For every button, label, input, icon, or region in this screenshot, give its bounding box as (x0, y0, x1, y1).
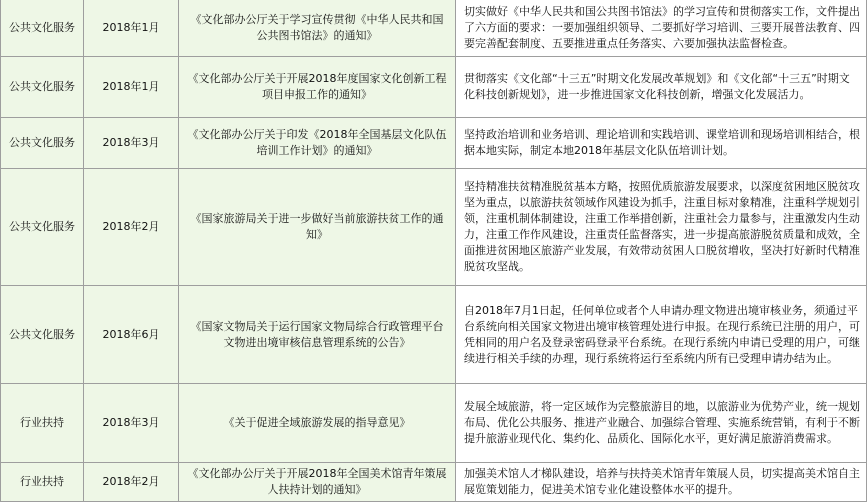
document-title-cell: 《文化部办公厅关于学习宣传贯彻《中华人民共和国公共图书馆法》的通知》 (179, 0, 456, 57)
content-cell: 坚持政治培训和业务培训、理论培训和实践培训、课堂培训和现场培训相结合，根据本地实际，制定本地2018年基层文化队伍培训计划。 (456, 118, 867, 169)
content-cell: 加强美术馆人才梯队建设，培养与扶持美术馆青年策展人员，切实提高美术馆自主展览策划能力，促进美术馆专业化建设整体水平的提升。 (456, 463, 867, 502)
document-title-cell: 《国家旅游局关于进一步做好当前旅游扶贫工作的通知》 (179, 169, 456, 286)
table-row (1, 463, 867, 502)
table-row (1, 384, 867, 463)
document-title-cell: 《国家文物局关于运行国家文物局综合行政管理平台文物进出境审核信息管理系统的公告》 (179, 286, 456, 384)
date-cell: 2018年1月 (84, 57, 179, 118)
content-cell: 贯彻落实《文化部“十三五”时期文化发展改革规划》和《文化部“十三五”时期文化科技创新规划》，进一步推进国家文化科技创新，增强文化发展活力。 (456, 57, 867, 118)
document-title-cell: 《文化部办公厅关于开展2018年全国美术馆青年策展人扶持计划的通知》 (179, 463, 456, 502)
date-cell: 2018年3月 (84, 384, 179, 463)
date-cell: 2018年1月 (84, 0, 179, 57)
category-cell: 公共文化服务 (1, 286, 84, 384)
content-cell: 发展全域旅游，将一定区域作为完整旅游目的地，以旅游业为优势产业，统一规划布局、优化公共服务、推进产业融合、加强综合管理、实施系统营销，有利于不断提升旅游业现代化、集约化、品质化、国际化水平，更好满足旅游消费需求。 (456, 384, 867, 463)
document-title-cell: 《文化部办公厅关于印发《2018年全国基层文化队伍培训工作计划》的通知》 (179, 118, 456, 169)
table-row (1, 169, 867, 286)
document-title-cell: 《关于促进全域旅游发展的指导意见》 (179, 384, 456, 463)
date-cell: 2018年6月 (84, 286, 179, 384)
category-cell: 公共文化服务 (1, 118, 84, 169)
date-cell: 2018年3月 (84, 118, 179, 169)
table-row (1, 286, 867, 384)
category-cell: 行业扶持 (1, 463, 84, 502)
category-cell: 公共文化服务 (1, 169, 84, 286)
content-cell: 自2018年7月1日起，任何单位或者个人申请办理文物进出境审核业务，须通过平台系统向相关国家文物进出境审核管理处进行申报。在现行系统已注册的用户，可凭相同的用户名及登录密码登录平台系统。在现行系统内申请已受理的用户，可继续进行相关手续的办理，现行系统将运行至系统内所有已受理申请办结为止。 (456, 286, 867, 384)
category-cell: 行业扶持 (1, 384, 84, 463)
category-cell: 公共文化服务 (1, 57, 84, 118)
document-title-cell: 《文化部办公厅关于开展2018年度国家文化创新工程项目申报工作的通知》 (179, 57, 456, 118)
table-row (1, 118, 867, 169)
content-cell: 切实做好《中华人民共和国公共图书馆法》的学习宣传和贯彻落实工作，文件提出了六方面的要求：一要加强组织领导、二要抓好学习培训、三要开展普法教育、四要完善配套制度、五要推进重点任务落实、六要加强执法监督检查。 (456, 0, 867, 57)
date-cell: 2018年2月 (84, 463, 179, 502)
category-cell: 公共文化服务 (1, 0, 84, 57)
table-row (1, 57, 867, 118)
date-cell: 2018年2月 (84, 169, 179, 286)
table-row (1, 0, 867, 57)
content-cell: 坚持精准扶贫精准脱贫基本方略，按照优质旅游发展要求，以深度贫困地区脱贫攻坚为重点，以旅游扶贫领域作风建设为抓手，注重目标对象精准，注重科学规划引领，注重机制体制建设，注重工作举措创新，注重社会力量参与，注重激发内生动力，注重工作作风建设，注重责任监督落实，进一步提高旅游脱贫质量和成效，全面推进贫困地区旅游产业发展，有效带动贫困人口脱贫增收，坚决打好新时代精准脱贫攻坚战。 (456, 169, 867, 286)
